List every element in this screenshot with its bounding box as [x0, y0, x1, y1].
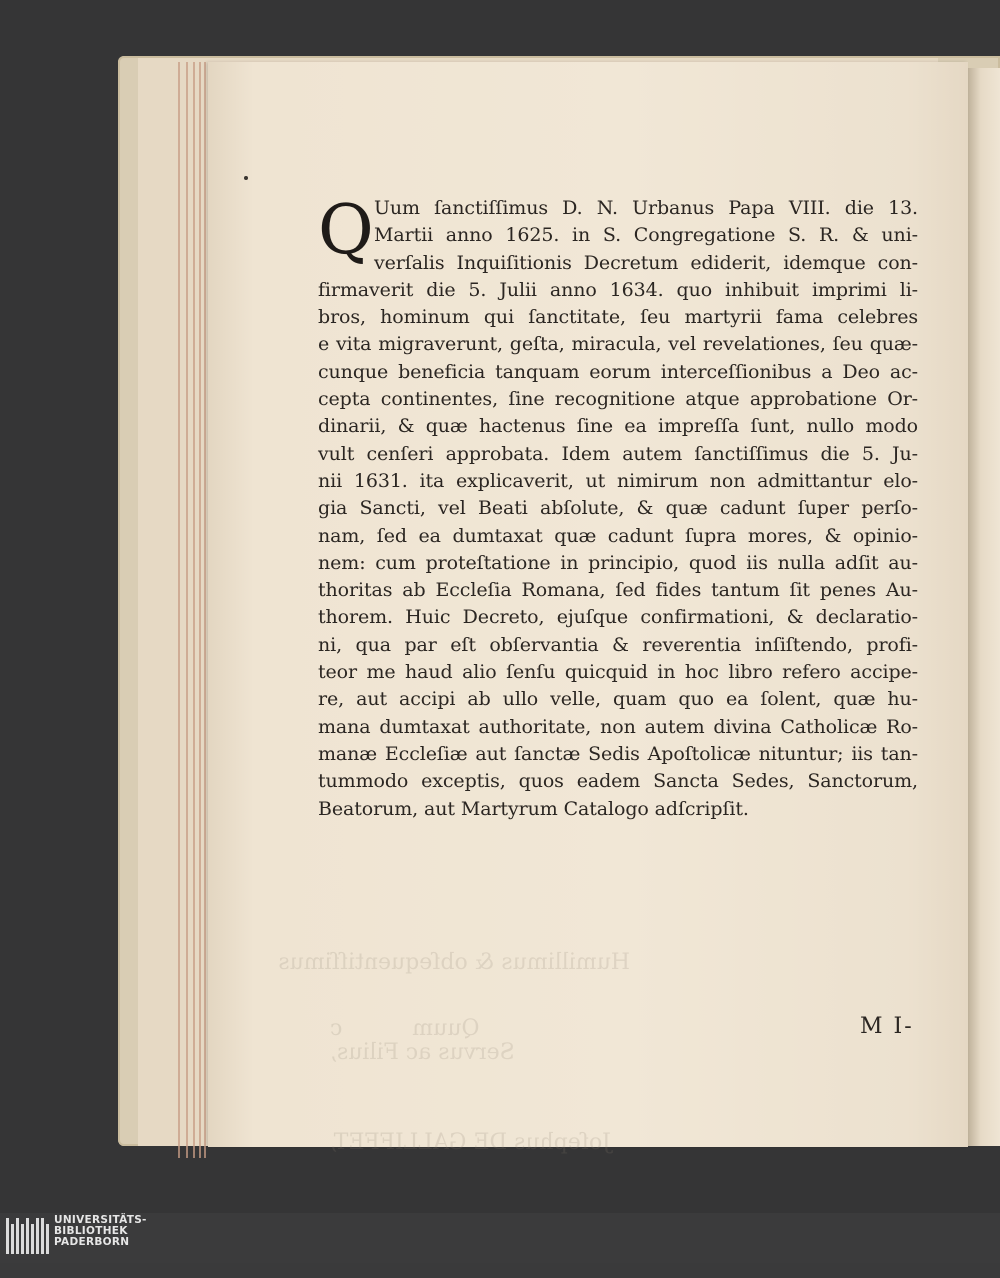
text-line: Martii anno 1625. in S. Congregatione S. R. & uni-	[374, 224, 918, 247]
text-line: teor me haud alio ſenſu quicquid in hoc libro refero accipe-	[318, 661, 918, 684]
text-line: Uum ſanctiſſimus D. N. Urbanus Papa VIII. die 13.	[374, 197, 918, 219]
text-line: mana dumtaxat authoritate, non autem divina Catholicæ Ro-	[318, 715, 918, 738]
text-line: dinarii, & quæ hactenus ſine ea impreſſa ſunt, nullo modo	[318, 415, 918, 438]
text-line: nem: cum proteſtatione in principio, quod iis nulla adſit au-	[318, 551, 918, 574]
page-edge	[204, 62, 206, 1158]
text-line: manæ Eccleſiæ aut ſanctæ Sedis Apoſtolicæ nituntur; iis tan-	[318, 742, 918, 765]
text-line: Beatorum, aut Martyrum Catalogo adſcripſit.	[318, 797, 749, 820]
facing-page-sliver	[968, 68, 1000, 1146]
page-edge	[178, 62, 180, 1158]
text-line: verſalis Inquiſitionis Decretum ediderit, idemque con-	[374, 251, 918, 274]
text-line: firmaverit die 5. Julii anno 1634. quo inhibuit imprimi li-	[318, 278, 918, 301]
bleed-line: Joſephus DE GALLIFFET,	[330, 1130, 612, 1155]
logo-line: PADERBORN	[54, 1236, 130, 1248]
library-logo-icon	[6, 1218, 49, 1254]
body-text	[318, 191, 918, 823]
text-line: bros, hominum qui ſanctitate, ſeu martyrii fama celebres	[318, 306, 918, 329]
library-logo-text	[54, 1215, 147, 1248]
drop-cap: Q	[318, 191, 374, 270]
text-line: nam, ſed ea dumtaxat quæ cadunt ſupra mores, & opinio-	[318, 524, 918, 547]
bleed-through-catchword: Quum c	[330, 1016, 480, 1041]
page-edge	[186, 62, 188, 1158]
text-line: nii 1631. ita explicaverit, ut nimirum non admittantur elo-	[318, 469, 918, 492]
text-line: ni, qua par eſt obſervantia & reverentia inſiſtendo, profi-	[318, 633, 918, 656]
page-edge	[193, 62, 195, 1158]
logo-line: BIBLIOTHEK	[54, 1225, 128, 1237]
signature-mark: M I-	[860, 1014, 914, 1039]
text-line: vult cenſeri approbata. Idem autem ſanctiſſimus die 5. Ju-	[318, 442, 918, 465]
ink-spot	[244, 176, 248, 180]
bleed-line: Servus ac Filius,	[330, 1040, 515, 1065]
text-line: gia Sancti, vel Beati abſolute, & quæ cadunt ſuper perſo-	[318, 497, 918, 520]
page-edge	[199, 62, 201, 1158]
text-line: tummodo exceptis, quos eadem Sancta Sedes, Sanctorum,	[318, 770, 918, 793]
text-line: thorem. Huic Decreto, ejuſque confirmationi, & declaratio-	[318, 606, 918, 629]
bleed-line: Humillimus & obſequentiſſimus	[278, 950, 630, 975]
text-line: cunque beneficia tanquam eorum interceſſionibus a Deo ac-	[318, 360, 918, 383]
text-line: e vita migraverunt, geſta, miracula, vel revelationes, ſeu quæ-	[318, 333, 918, 356]
logo-line: UNIVERSITÄTS-	[54, 1214, 147, 1226]
text-line: cepta continentes, ſine recognitione atque approbatione Or-	[318, 388, 918, 411]
text-line: re, aut accipi ab ullo velle, quam quo ea ſolent, quæ hu-	[318, 688, 918, 711]
text-line: thoritas ab Eccleſia Romana, ſed fides tantum ſit penes Au-	[318, 579, 918, 602]
footer-bar	[0, 1213, 1000, 1263]
